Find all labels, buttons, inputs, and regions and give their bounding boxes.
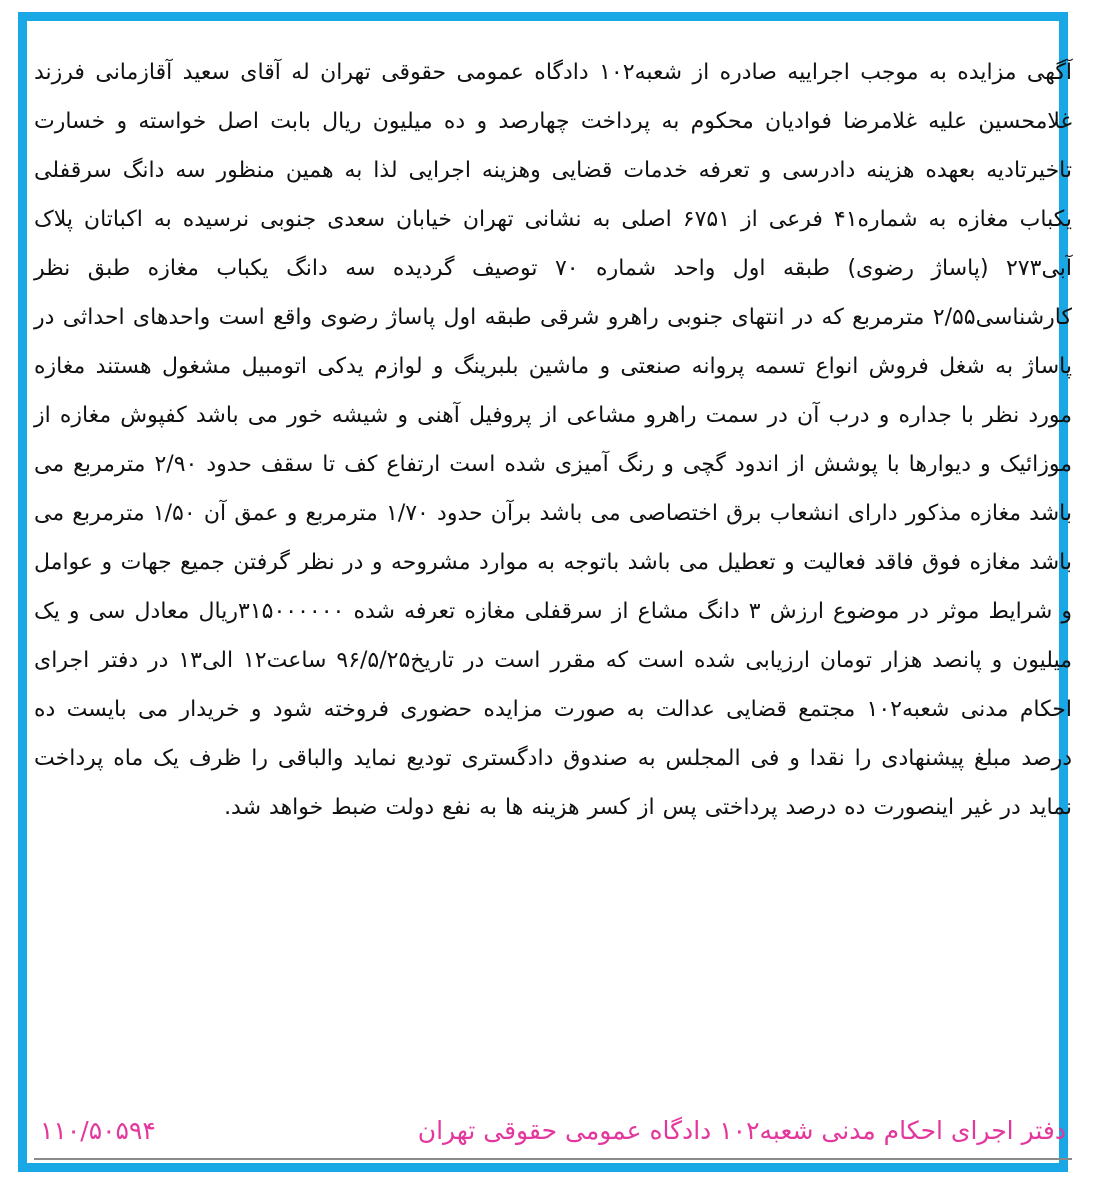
- reference-number: ۱۱۰/۵۰۵۹۴: [40, 1116, 156, 1145]
- court-office-label: دفتر اجرای احکام مدنی شعبه۱۰۲ دادگاه عمومی حقوقی تهران: [417, 1116, 1066, 1145]
- notice-body-text: آگهی مزایده به موجب اجراییه صادره از شعبه۱۰۲ دادگاه عمومی حقوقی تهران له آقای سعید آقازمانی فرزند غلامحسین علیه غلامرضا فوادیان محکوم به پرداخت چهارصد و ده میلیون ریال بابت اصل خواسته و خسارت تاخیرتادیه بعهده هزینه دادرسی و تعرفه خدمات قضایی وهزینه اجرایی لذا به همین منظور سه دانگ سرقفلی یکباب مغازه به شماره۴۱ فرعی از ۶۷۵۱ اصلی به نشانی تهران خیابان سعدی جنوبی نرسیده به اکباتان پلاک آبی۲۷۳ (پاساژ رضوی) طبقه اول واحد شماره ۷۰ توصیف گردیده سه دانگ یکباب مغازه طبق نظر کارشناسی۲/۵۵ مترمربع که در انتهای جنوبی راهرو شرقی طبقه اول پاساژ رضوی واقع است واحدهای احداثی در پاساژ به شغل فروش انواع تسمه پروانه صنعتی و ماشین بلبرینگ و لوازم یدکی اتومبیل مشغول هستند مغازه مورد نظر با جداره و درب آن در سمت راهرو مشاعی از پروفیل آهنی و شیشه خور می باشد کفپوش مغازه از موزائیک و دیوارها با پوشش از اندود گچی و رنگ آمیزی شده است ارتفاع کف تا سقف حدود ۲/۹۰ مترمربع می باشد مغازه مذکور دارای انشعاب برق اختصاصی می باشد برآن حدود ۱/۷۰ مترمربع و عمق آن ۱/۵۰ مترمربع می باشد مغازه فوق فاقد فعالیت و تعطیل می باشد باتوجه به موارد مشروحه و در نظر گرفتن جمیع جهات و عوامل و شرایط موثر در موضوع ارزش ۳ دانگ مشاع از سرقفلی مغازه تعرفه شده ۳۱۵۰۰۰۰۰۰ریال معادل سی و یک میلیون و پانصد هزار تومان ارزیابی شده است که مقرر است در تاریخ۹۶/۵/۲۵ ساعت۱۲ الی۱۳ در دفتر اجرای احکام مدنی شعبه۱۰۲ مجتمع قضایی عدالت به صورت مزایده حضوری فروخته شود و خریدار می بایست ده درصد مبلغ پیشنهادی را نقدا و فی المجلس به صندوق دادگستری توديع نماید والباقی را ظرف یک ماه پرداخت نماید در غیر اینصورت ده درصد پرداختی پس از کسر هزینه ها به نفع دولت ضبط خواهد شد.: [34, 60, 1073, 820]
- notice-footer: [40, 1116, 1066, 1145]
- footer-divider: [34, 1158, 1072, 1160]
- notice-content: [34, 48, 1072, 832]
